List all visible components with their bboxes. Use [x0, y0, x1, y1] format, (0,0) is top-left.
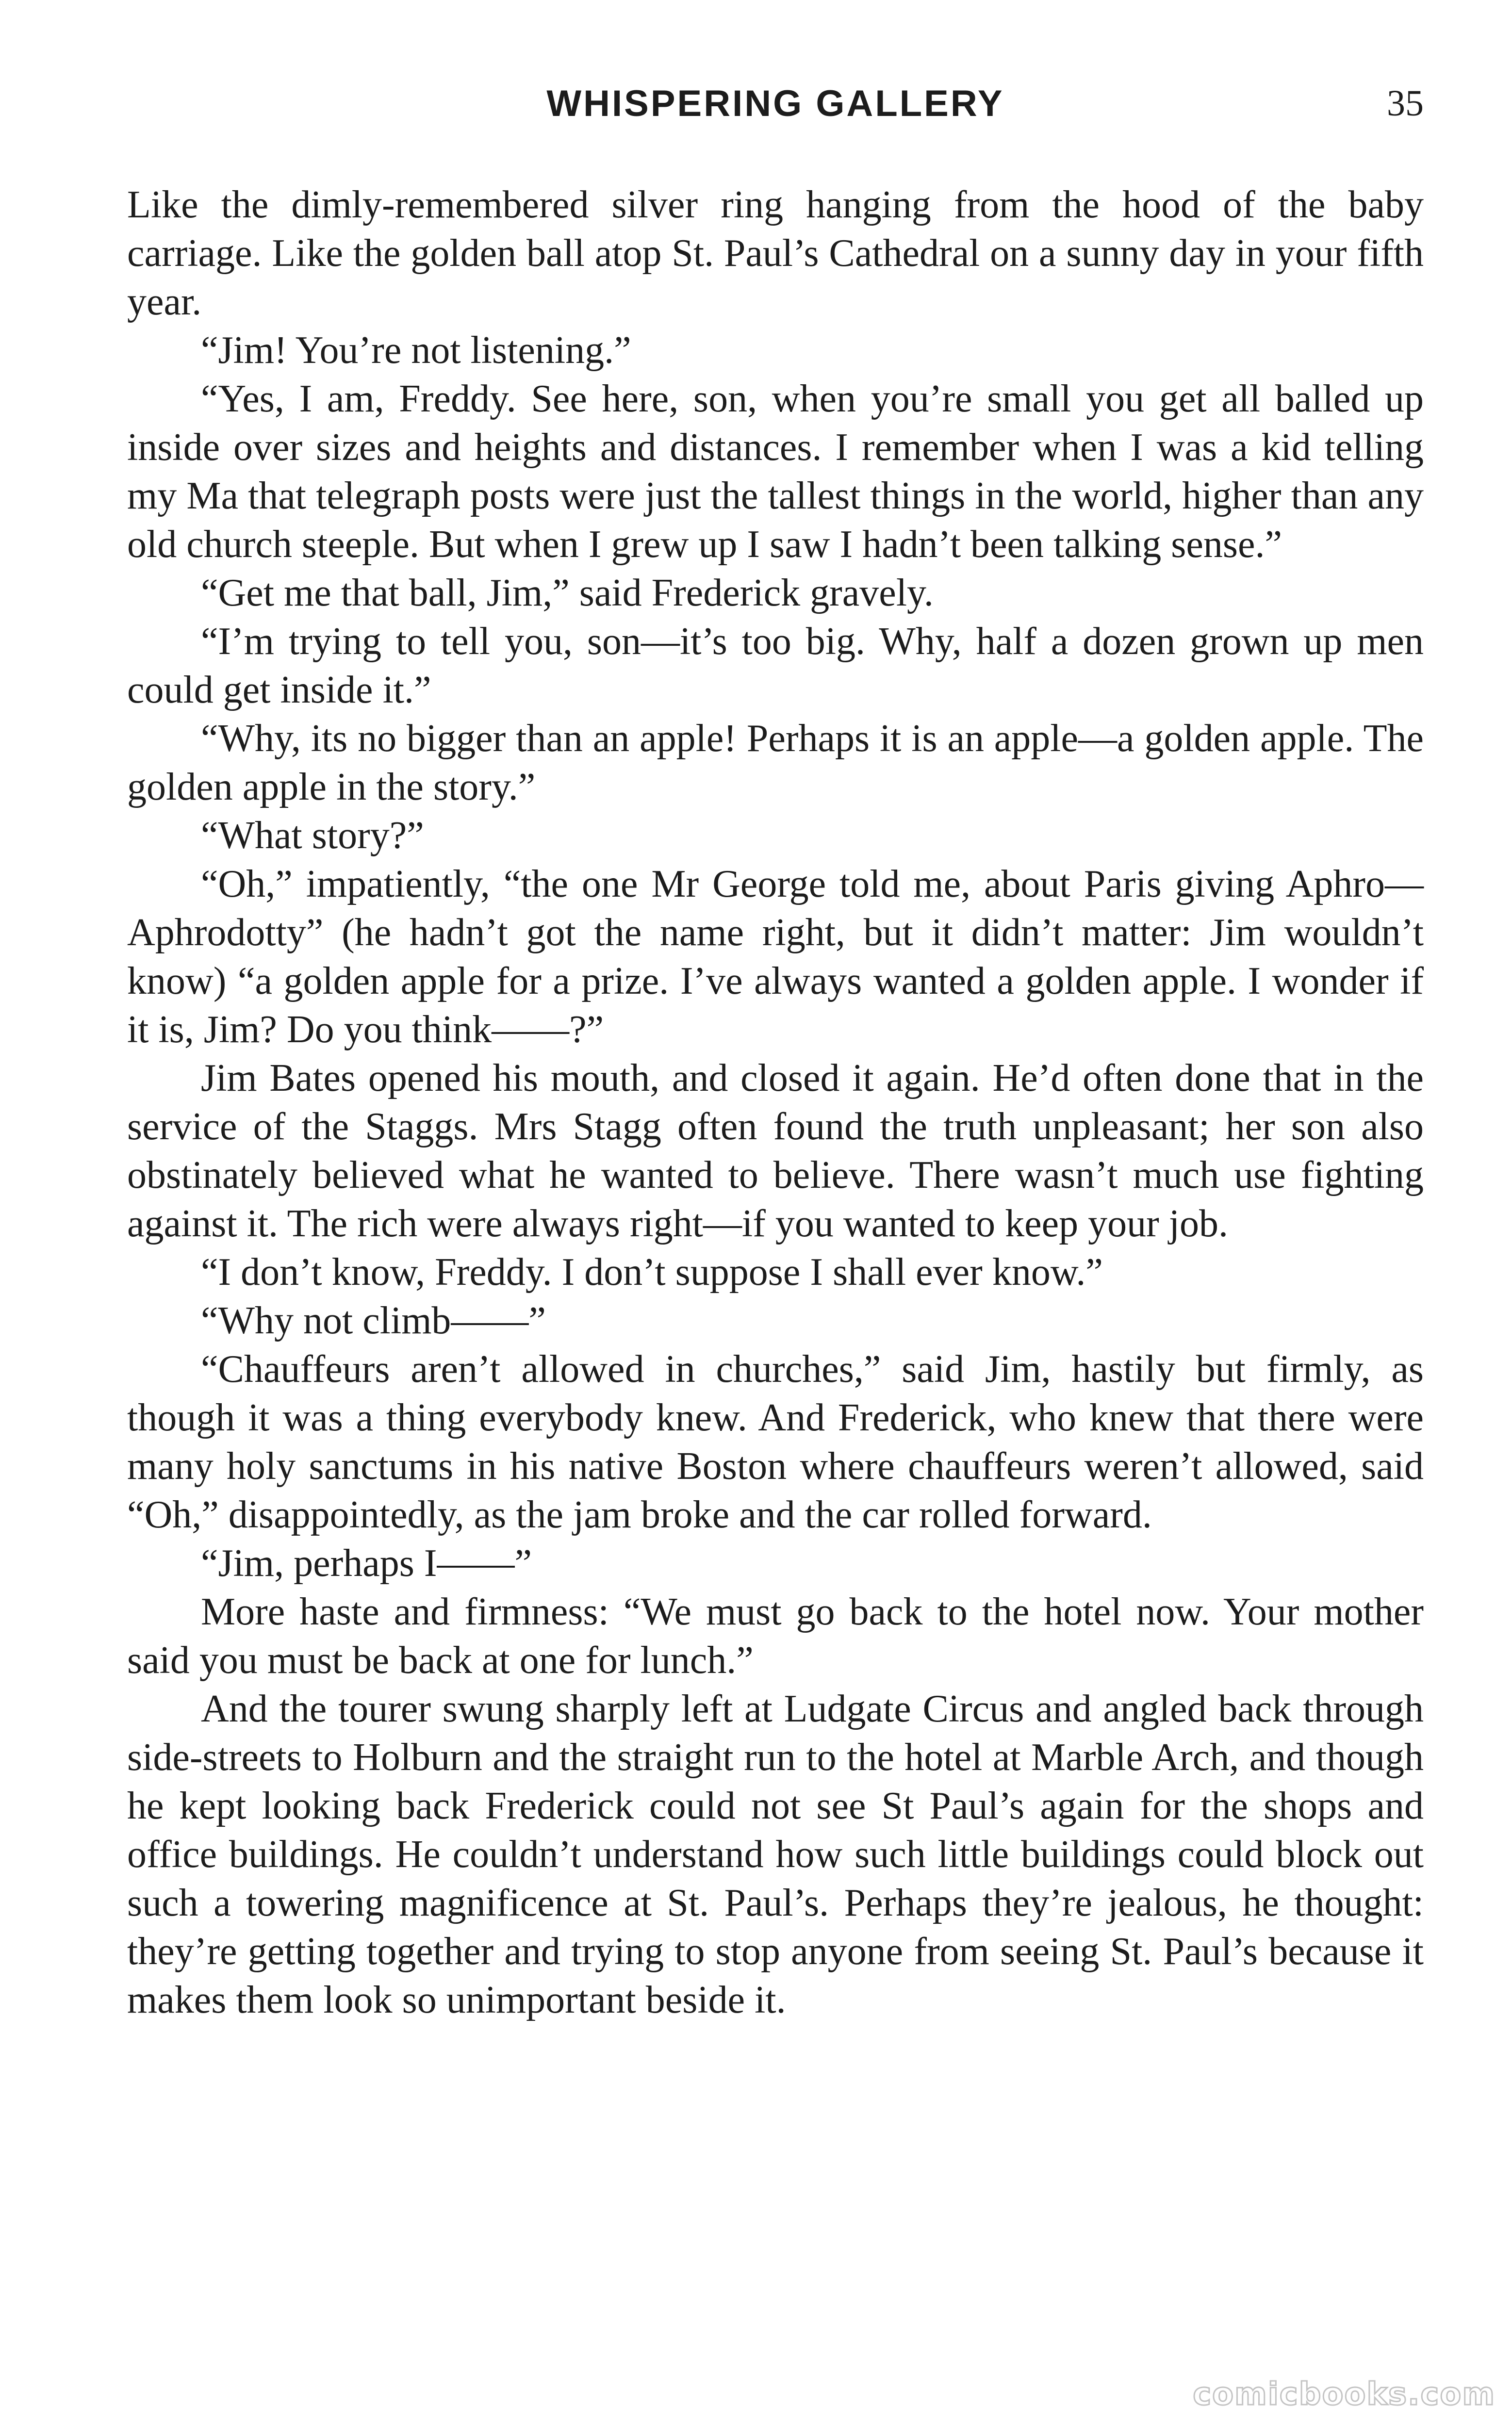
- paragraph: “Jim, perhaps I——”: [201, 1542, 532, 1585]
- paragraph: “Oh,” impatiently, “the one Mr George told me, about Paris giving Aphro—Aphrodotty” (he hadn’t got the name right, but it didn’t matter: Jim wouldn’t know) “a golden apple for a prize. I’ve always wanted a golden apple. I wonder if it is, Jim? Do you think——?”: [127, 863, 1424, 1051]
- paragraph: “Jim! You’re not listening.”: [201, 329, 631, 372]
- paragraph: “Yes, I am, Freddy. See here, son, when you’re small you get all balled up inside over sizes and heights and distances. I remember when I was a kid telling my Ma that telegraph posts were just the tallest things in the world, higher than any old church steeple. But when I grew up I saw I hadn’t been talking sense.”: [127, 377, 1424, 566]
- paragraph: “Chauffeurs aren’t allowed in churches,” said Jim, hastily but firmly, as though it was a thing everybody knew. And Frederick, who knew that there were many holy sanctums in his native Boston where chauffeurs weren’t allowed, said “Oh,” disappointedly, as the jam broke and the car rolled forward.: [127, 1348, 1424, 1536]
- body-text: [127, 180, 1424, 2024]
- running-head: WHISPERING GALLERY: [546, 83, 1004, 124]
- paragraph: More haste and firmness: “We must go back to the hotel now. Your mother said you must be back at one for lunch.”: [127, 1590, 1424, 1682]
- paragraph: “Get me that ball, Jim,” said Frederick gravely.: [201, 572, 934, 614]
- page-number: 35: [1387, 83, 1424, 124]
- page-header: [127, 82, 1424, 141]
- paragraph: “What story?”: [201, 814, 424, 857]
- paragraph: “I’m trying to tell you, son—it’s too big. Why, half a dozen grown up men could get inside it.”: [127, 620, 1424, 711]
- paragraph: Like the dimly-remembered silver ring hanging from the hood of the baby carriage. Like the golden ball atop St. Paul’s Cathedral on a sunny day in your fifth year.: [127, 183, 1424, 323]
- paragraph: “Why, its no bigger than an apple! Perhaps it is an apple—a golden apple. The golden apple in the story.”: [127, 717, 1424, 808]
- paragraph: Jim Bates opened his mouth, and closed it again. He’d often done that in the service of the Staggs. Mrs Stagg often found the truth unpleasant; her son also obstinately believed what he wanted to believe. There wasn’t much use fighting against it. The rich were always right—if you wanted to keep your job.: [127, 1057, 1424, 1245]
- paragraph: “Why not climb——”: [201, 1299, 546, 1342]
- watermark: comicbooks.com: [1193, 2377, 1496, 2412]
- paragraph: And the tourer swung sharply left at Ludgate Circus and angled back through side-streets to Holburn and the straight run to the hotel at Marble Arch, and though he kept looking back Frederick could not see St Paul’s again for the shops and office buildings. He couldn’t understand how such little buildings could block out such a towering magnificence at St. Paul’s. Perhaps they’re jealous, he thought: they’re getting together and trying to stop anyone from seeing St. Paul’s because it makes them look so unimportant beside it.: [127, 1688, 1424, 2021]
- paragraph: “I don’t know, Freddy. I don’t suppose I shall ever know.”: [201, 1251, 1103, 1294]
